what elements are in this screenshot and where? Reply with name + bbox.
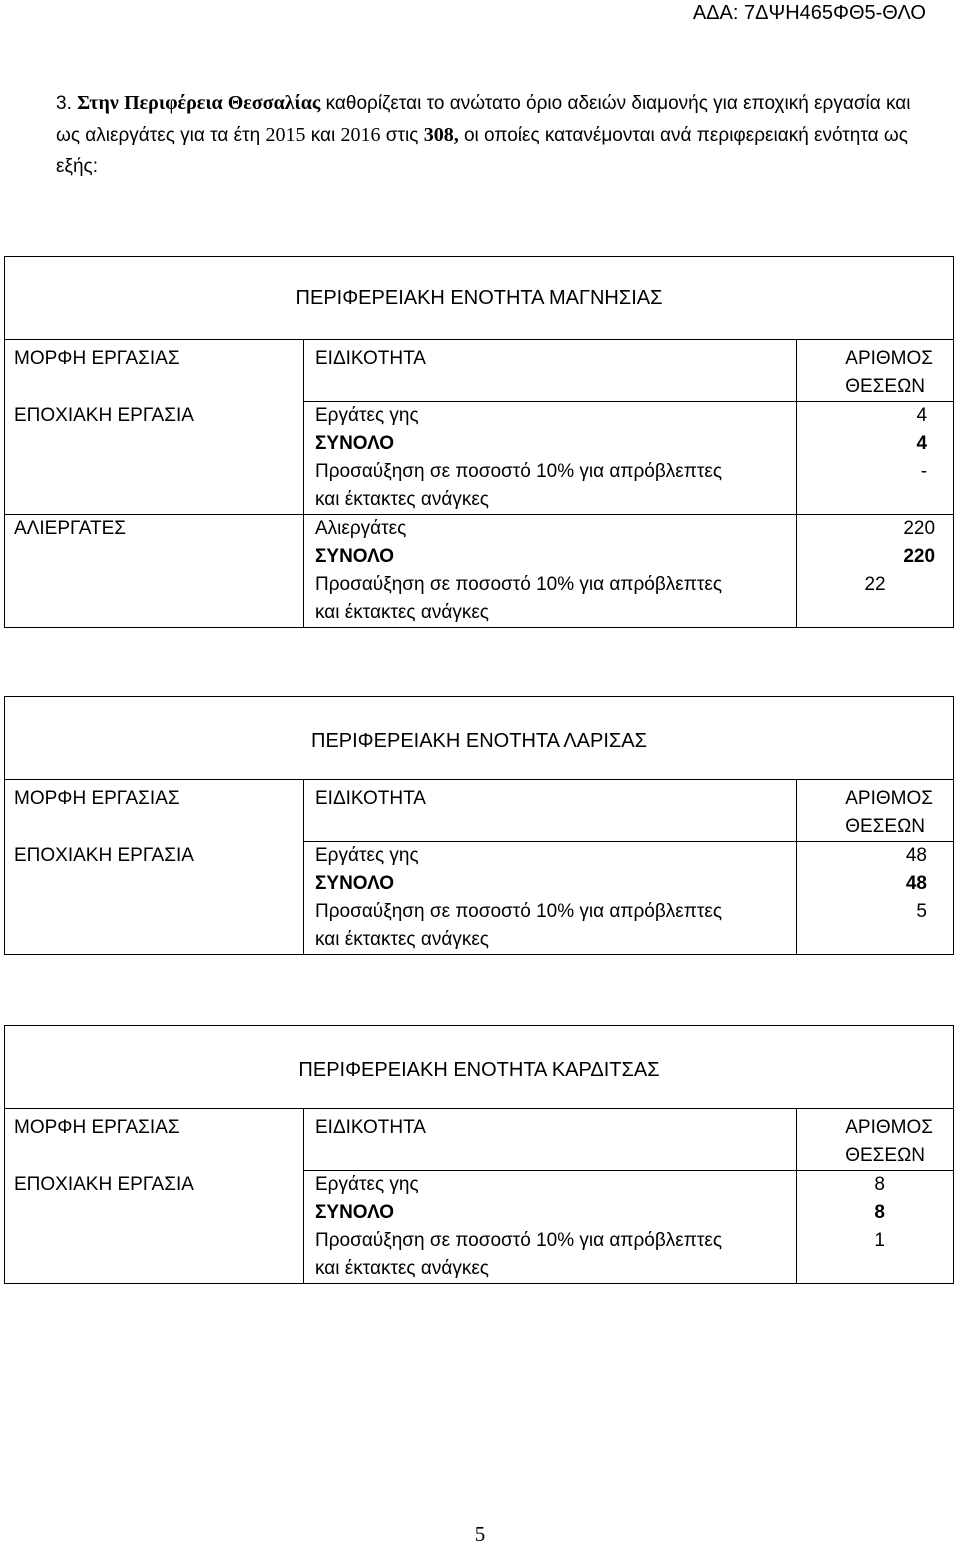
- intro-total: 308,: [423, 123, 459, 146]
- header-count: [797, 340, 954, 402]
- count-cell: 48: [797, 842, 954, 871]
- increase-line1: Προσαύξηση σε ποσοστό 10% για απρόβλεπτες: [315, 1230, 722, 1251]
- specialty-cell: Εργάτες γης: [304, 402, 797, 431]
- increase-line2: και έκτακτες ανάγκες: [315, 602, 489, 623]
- header-form: ΜΟΡΦΗ ΕΡΓΑΣΙΑΣ: [5, 340, 304, 402]
- count-cell: 4: [797, 402, 954, 431]
- increase-line1: Προσαύξηση σε ποσοστό 10% για απρόβλεπτες: [315, 901, 722, 922]
- header-count: [797, 1109, 954, 1171]
- header-form: ΜΟΡΦΗ ΕΡΓΑΣΙΑΣ: [5, 780, 304, 842]
- form-cell: ΕΠΟΧΙΑΚΗ ΕΡΓΑΣΙΑ: [5, 402, 304, 515]
- header-count-line1: ΑΡΙΘΜΟΣ: [845, 788, 933, 809]
- table-title: ΠΕΡΙΦΕΡΕΙΑΚΗ ΕΝΟΤΗΤΑ ΜΑΓΝΗΣΙΑΣ: [5, 257, 954, 340]
- increase-value: 5: [797, 898, 954, 955]
- total-value: 8: [797, 1199, 954, 1227]
- intro-paragraph: [56, 88, 916, 183]
- intro-part4: στις: [385, 124, 419, 146]
- intro-year2: 2016: [340, 123, 381, 146]
- region-table-magnesia: [4, 256, 954, 628]
- page-number: 5: [474, 1522, 486, 1546]
- increase-line2: και έκτακτες ανάγκες: [315, 1258, 489, 1279]
- header-count: [797, 780, 954, 842]
- total-label: ΣΥΝΟΛΟ: [304, 543, 797, 571]
- header-count-line2: ΘΕΣΕΩΝ: [845, 816, 925, 837]
- increase-label: [304, 1227, 797, 1284]
- header-count-line2: ΘΕΣΕΩΝ: [845, 1145, 925, 1166]
- region-table-karditsa: [4, 1025, 954, 1284]
- table-title: ΠΕΡΙΦΕΡΕΙΑΚΗ ΕΝΟΤΗΤΑ ΚΑΡΔΙΤΣΑΣ: [5, 1026, 954, 1109]
- total-value: 4: [797, 430, 954, 458]
- increase-line1: Προσαύξηση σε ποσοστό 10% για απρόβλεπτες: [315, 461, 722, 482]
- intro-part5: οι οποίες κατανέμονται ανά περιφερειακή ενότητα ως εξής:: [56, 124, 908, 177]
- increase-label: [304, 458, 797, 515]
- increase-line2: και έκτακτες ανάγκες: [315, 929, 489, 950]
- intro-part2: καθορίζεται το ανώτατο όριο αδειών διαμονής για εποχική εργασία και ως αλιεργάτες για τα έτη: [56, 93, 911, 146]
- header-count-line1: ΑΡΙΘΜΟΣ: [845, 348, 934, 369]
- header-count-line1: ΑΡΙΘΜΟΣ: [845, 1117, 933, 1138]
- increase-label: [304, 898, 797, 955]
- specialty-cell: Εργάτες γης: [304, 1171, 797, 1200]
- region-table-larisa: [4, 696, 954, 955]
- total-label: ΣΥΝΟΛΟ: [304, 1199, 797, 1227]
- intro-number: 3.: [56, 93, 72, 114]
- header-form: ΜΟΡΦΗ ΕΡΓΑΣΙΑΣ: [5, 1109, 304, 1171]
- ada-code: ΑΔΑ: 7ΔΨΗ465ΦΘ5-ΘΛΟ: [692, 2, 926, 24]
- intro-part1: Στην: [77, 92, 119, 114]
- specialty-cell: Αλιεργάτες: [304, 515, 797, 544]
- total-value: 220: [797, 543, 954, 571]
- increase-line1: Προσαύξηση σε ποσοστό 10% για απρόβλεπτες: [315, 574, 722, 595]
- total-value: 48: [797, 870, 954, 898]
- header-count-line2: ΘΕΣΕΩΝ: [845, 376, 926, 397]
- intro-part3: και: [310, 124, 336, 146]
- header-specialty: ΕΙΔΙΚΟΤΗΤΑ: [304, 1109, 797, 1171]
- count-cell: 8: [797, 1171, 954, 1200]
- increase-value: 1: [797, 1227, 954, 1284]
- table-title: ΠΕΡΙΦΕΡΕΙΑΚΗ ΕΝΟΤΗΤΑ ΛΑΡΙΣΑΣ: [5, 697, 954, 780]
- increase-value: 22: [797, 571, 954, 628]
- intro-region: Περιφέρεια Θεσσαλίας: [124, 92, 321, 114]
- increase-label: [304, 571, 797, 628]
- form-cell: ΕΠΟΧΙΑΚΗ ΕΡΓΑΣΙΑ: [5, 1171, 304, 1284]
- total-label: ΣΥΝΟΛΟ: [304, 430, 797, 458]
- form-cell: ΕΠΟΧΙΑΚΗ ΕΡΓΑΣΙΑ: [5, 842, 304, 955]
- form-cell: ΑΛΙΕΡΓΑΤΕΣ: [5, 515, 304, 628]
- intro-year1: 2015: [265, 123, 306, 146]
- header-specialty: ΕΙΔΙΚΟΤΗΤΑ: [304, 780, 797, 842]
- total-label: ΣΥΝΟΛΟ: [304, 870, 797, 898]
- increase-line2: και έκτακτες ανάγκες: [315, 489, 489, 510]
- count-cell: 220: [797, 515, 954, 544]
- increase-value: -: [797, 458, 954, 515]
- header-specialty: ΕΙΔΙΚΟΤΗΤΑ: [304, 340, 797, 402]
- specialty-cell: Εργάτες γης: [304, 842, 797, 871]
